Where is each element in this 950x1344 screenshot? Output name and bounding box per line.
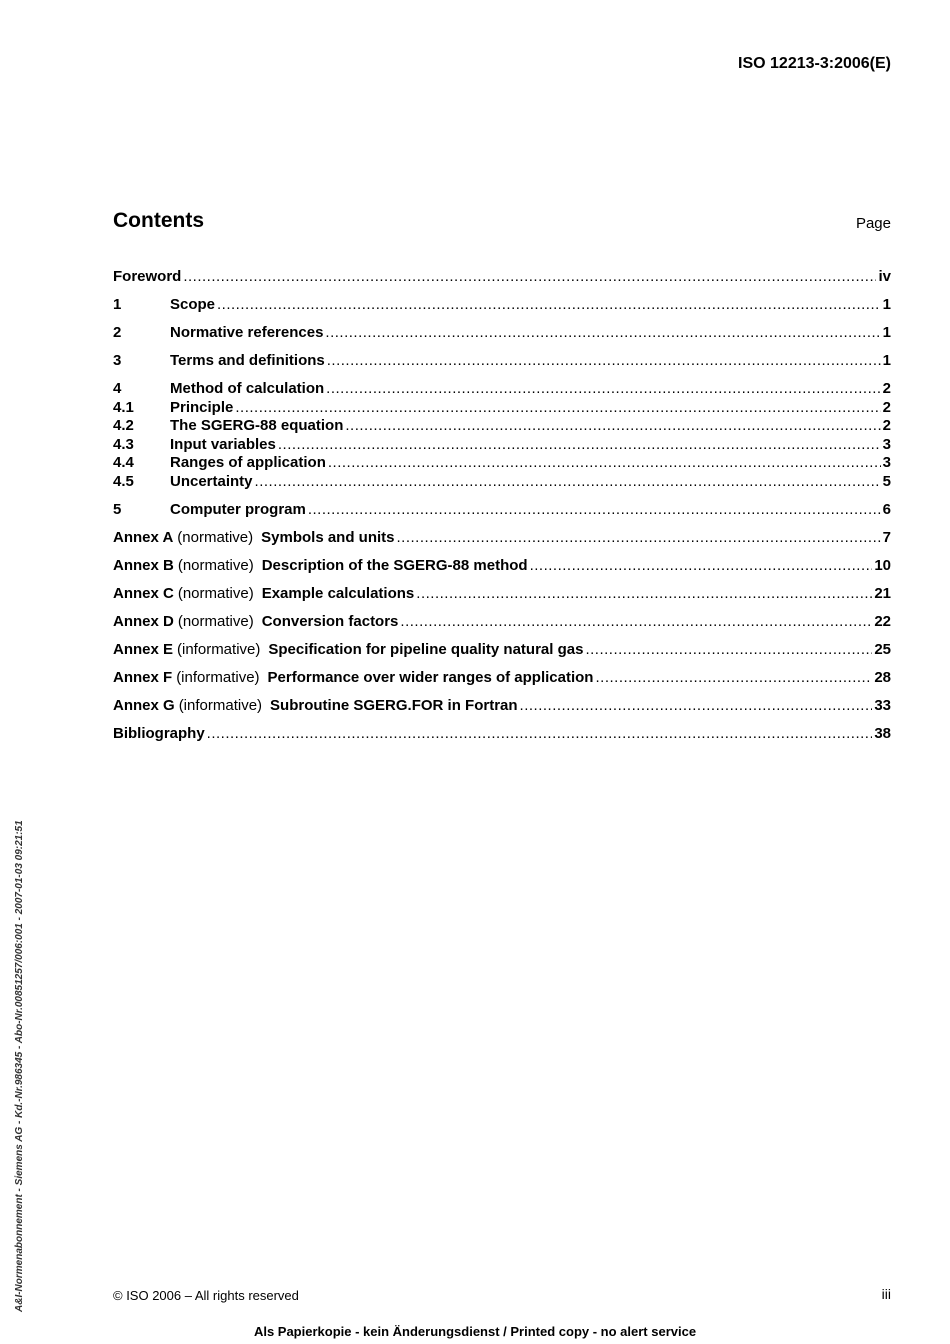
toc-entry-number: 4.3 [113,435,134,453]
toc-entry-annex-c[interactable] [113,585,891,604]
dot-leader [255,473,881,492]
toc-entry-number: 1 [113,296,122,313]
toc-entry-terms-and-definitions[interactable] [113,352,891,371]
toc-entry-title: Uncertainty [170,472,253,490]
toc-entry-page: 2 [882,398,891,416]
document-id: ISO 12213-3:2006(E) [738,55,891,72]
dot-leader [278,436,881,455]
annex-id: Annex C [113,584,174,602]
annex-kind: (informative) [178,696,263,714]
toc-entry-page: 21 [874,584,891,602]
toc-entry-page: 3 [882,454,891,471]
annex-kind: (normative) [177,584,254,602]
toc-entry-bibliography[interactable] [113,725,891,744]
toc-entry-method-of-calculation[interactable] [113,380,891,399]
toc-entry-annex-a[interactable] [113,529,891,548]
copyright-notice: © ISO 2006 – All rights reserved [113,1288,299,1303]
toc-entry-page: 2 [882,380,891,397]
page-number: iii [881,1286,891,1302]
toc-entry-page: 5 [882,472,891,490]
dot-leader [325,324,880,343]
toc-entry-title: Principle [170,398,234,416]
toc-entry-page: 1 [882,324,891,341]
toc-entry-title: Bibliography [113,724,205,742]
toc-entry-page: 1 [882,296,891,313]
dot-leader [207,725,873,744]
annex-kind: (informative) [176,668,260,686]
toc-entry-page: 6 [882,500,891,518]
dot-leader [235,399,880,418]
dot-leader [328,454,881,473]
contents-title: Contents [113,209,204,232]
dot-leader [520,697,873,716]
toc-entry-page: iv [878,268,891,285]
toc-entry-page: 7 [882,528,891,546]
dot-leader [345,417,880,436]
toc-entry-page: 33 [874,696,891,714]
toc-entry-title: Terms and definitions [170,352,325,369]
annex-kind: (normative) [177,556,254,574]
toc-entry-title: Normative references [170,324,324,341]
dot-leader [585,641,872,660]
toc-entry-title: Symbols and units [261,528,395,546]
annex-id: Annex A [113,528,174,546]
print-copy-notice: Als Papierkopie - kein Änderungsdienst / Printed copy - no alert service [253,1324,697,1339]
toc-entry-number: 2 [113,324,122,341]
toc-entry-title: Scope [170,296,216,313]
toc-entry-title: Performance over wider ranges of application [267,668,594,686]
toc-entry-annex-g[interactable] [113,697,891,716]
annex-id: Annex G [113,696,175,714]
annex-id: Annex B [113,556,174,574]
dot-leader [400,613,872,632]
toc-entry-title: Input variables [170,435,276,453]
toc-entry-sgerg-equation[interactable] [113,417,891,436]
toc-entry-title: Method of calculation [170,380,325,397]
license-side-note: A&I-Normenabonnement - Siemens AG - Kd.-Nr.986345 - Abo-Nr.00851257/006:001 - 2007-01-03 09:21:51 [14,820,25,1312]
toc-entry-number: 4.2 [113,417,134,434]
dot-leader [326,380,880,399]
toc-entry-scope[interactable] [113,296,891,315]
dot-leader [397,529,881,548]
toc-entry-page: 10 [874,556,891,574]
annex-id: Annex F [113,668,173,686]
toc-entry-number: 4.5 [113,472,134,490]
toc-entry-title: Example calculations [261,584,415,602]
toc-entry-number: 4 [113,380,122,397]
toc-entry-normative-references[interactable] [113,324,891,343]
toc-entry-annex-e[interactable] [113,641,891,660]
dot-leader [595,669,872,688]
toc-entry-number: 5 [113,500,122,518]
toc-entry-title: Specification for pipeline quality natural gas [268,640,584,658]
toc-entry-principle[interactable] [113,399,891,418]
toc-entry-foreword[interactable] [113,268,891,287]
toc-entry-title: Subroutine SGERG.FOR in Fortran [270,696,518,714]
dot-leader [416,585,872,604]
toc-entry-annex-f[interactable] [113,669,891,688]
dot-leader [308,501,881,520]
toc-entry-input-variables[interactable] [113,436,891,455]
toc-entry-computer-program[interactable] [113,501,891,520]
toc-entry-number: 3 [113,352,122,369]
dot-leader [217,296,881,315]
toc-entry-number: 4.4 [113,454,134,471]
toc-entry-annex-d[interactable] [113,613,891,632]
annex-id: Annex E [113,640,174,658]
toc-entry-page: 25 [874,640,891,658]
toc-entry-uncertainty[interactable] [113,473,891,492]
annex-kind: (informative) [177,640,261,658]
toc-entry-title: Description of the SGERG-88 method [261,556,528,574]
toc-entry-page: 2 [882,417,891,434]
toc-entry-title: Foreword [113,268,182,285]
toc-entry-number: 4.1 [113,398,134,416]
toc-entry-title: Conversion factors [261,612,399,630]
toc-entry-page: 28 [874,668,891,686]
annex-kind: (normative) [177,612,254,630]
toc-entry-ranges-of-application[interactable] [113,454,891,473]
toc-entry-page: 22 [874,612,891,630]
toc-entry-title: The SGERG-88 equation [170,417,344,434]
toc-entry-title: Computer program [170,500,306,518]
table-of-contents [113,268,891,743]
annex-id: Annex D [113,612,174,630]
toc-entry-page: 38 [874,724,891,742]
dot-leader [530,557,873,576]
page-column-label: Page [855,215,891,232]
toc-entry-annex-b[interactable] [113,557,891,576]
dot-leader [327,352,881,371]
toc-entry-page: 1 [882,352,891,369]
toc-entry-title: Ranges of application [170,454,326,471]
dot-leader [183,268,876,287]
toc-entry-page: 3 [882,435,891,453]
annex-kind: (normative) [177,528,254,546]
